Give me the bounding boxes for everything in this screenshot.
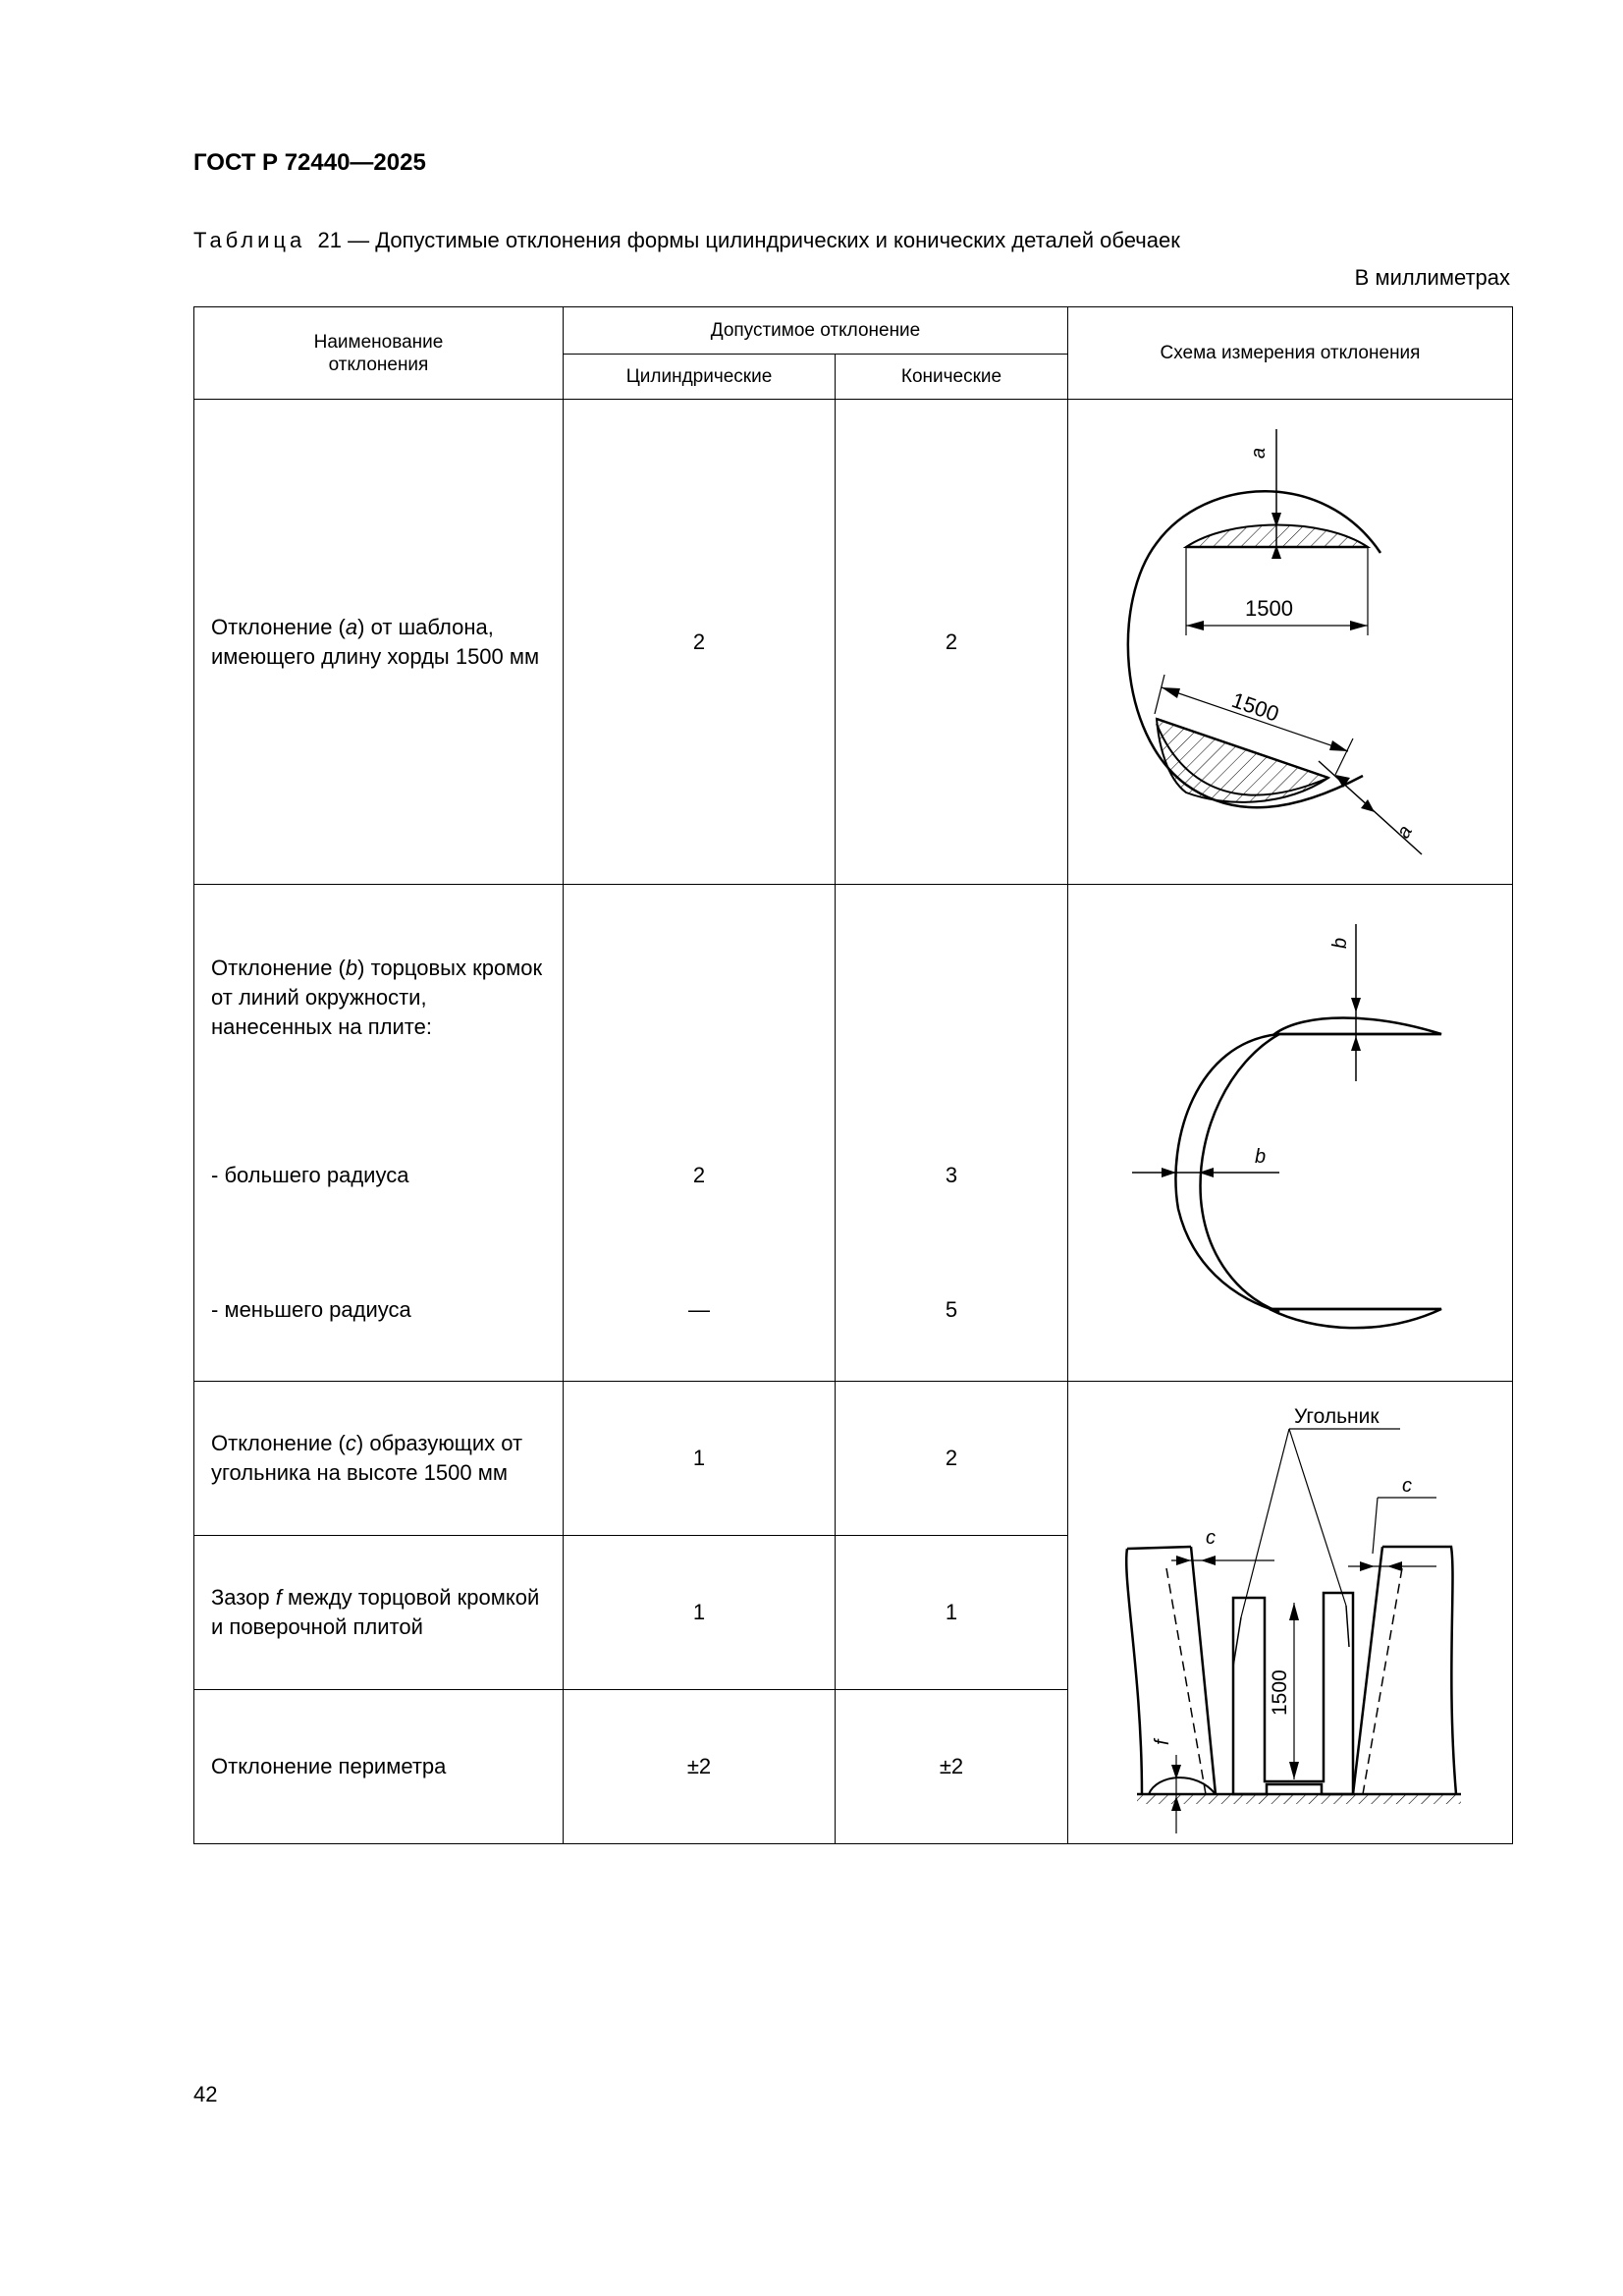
cell-cylindrical: 1 xyxy=(564,1536,836,1689)
label-a-top: a xyxy=(1248,447,1270,459)
scheme-c-cell xyxy=(1068,1382,1513,1844)
cell-conical: ±2 xyxy=(836,1689,1068,1843)
cell-conical: 2 xyxy=(836,1382,1068,1536)
table-row xyxy=(194,1382,1513,1536)
header-scheme: Схема измерения отклонения xyxy=(1068,307,1513,400)
header-allowed: Допустимое отклонение xyxy=(564,307,1068,355)
label-c-right: c xyxy=(1402,1475,1412,1497)
label-a-bottom: a xyxy=(1392,821,1417,843)
dim-1500-top: 1500 xyxy=(1245,596,1293,621)
cell-cylindrical: 2 — xyxy=(564,885,836,1382)
table-row xyxy=(194,400,1513,885)
table-caption xyxy=(193,228,1180,253)
header-name: Наименование отклонения xyxy=(194,307,564,400)
row-name: Зазор f между торцовой кромкой и поверочной плитой xyxy=(194,1536,564,1689)
scheme-b-diagram xyxy=(1068,885,1513,1381)
row-name: Отклонение (b) торцовых кромок от линий окружности, нанесенных на плите: - большего радиуса - меньшего радиуса xyxy=(194,885,564,1382)
scheme-a-diagram xyxy=(1068,400,1513,884)
header-cylindrical: Цилиндрические xyxy=(564,355,836,400)
scheme-c-diagram xyxy=(1068,1382,1513,1843)
cell-cylindrical: 2 xyxy=(564,400,836,885)
cell-cylindrical: ±2 xyxy=(564,1689,836,1843)
table-caption-text: 21 — Допустимые отклонения формы цилиндрических и конических деталей обечаек xyxy=(317,228,1180,252)
cell-conical: 1 xyxy=(836,1536,1068,1689)
label-ugolnik: Угольник xyxy=(1294,1405,1380,1428)
header-conical: Конические xyxy=(836,355,1068,400)
cell-conical: 3 5 xyxy=(836,885,1068,1382)
template-bottom xyxy=(1157,719,1328,802)
row-name: Отклонение периметра xyxy=(194,1689,564,1843)
row-name: Отклонение (c) образующих от угольника на высоте 1500 мм xyxy=(194,1382,564,1536)
row-name: Отклонение (a) от шаблона, имеющего длину хорды 1500 мм xyxy=(194,400,564,885)
sub-smaller-radius: - меньшего радиуса xyxy=(211,1297,411,1322)
units-label: В миллиметрах xyxy=(1354,265,1510,290)
cell-conical: 2 xyxy=(836,400,1068,885)
scheme-a-cell xyxy=(1068,400,1513,885)
cell-cylindrical: 1 xyxy=(564,1382,836,1536)
label-b-top: b xyxy=(1329,937,1351,949)
table-caption-prefix: Таблица xyxy=(193,228,306,252)
sub-larger-radius: - большего радиуса xyxy=(211,1163,409,1187)
dim-1500-vertical: 1500 xyxy=(1269,1669,1291,1716)
document-header: ГОСТ Р 72440—2025 xyxy=(193,149,426,176)
dim-1500-slant: 1500 xyxy=(1228,687,1282,727)
table-row xyxy=(194,885,1513,1382)
deviation-table xyxy=(193,306,1513,1844)
page-number: 42 xyxy=(193,2082,218,2106)
label-f: f xyxy=(1152,1739,1173,1745)
scheme-b-cell xyxy=(1068,885,1513,1382)
label-c-left: c xyxy=(1206,1527,1216,1549)
label-b-side: b xyxy=(1255,1146,1267,1168)
